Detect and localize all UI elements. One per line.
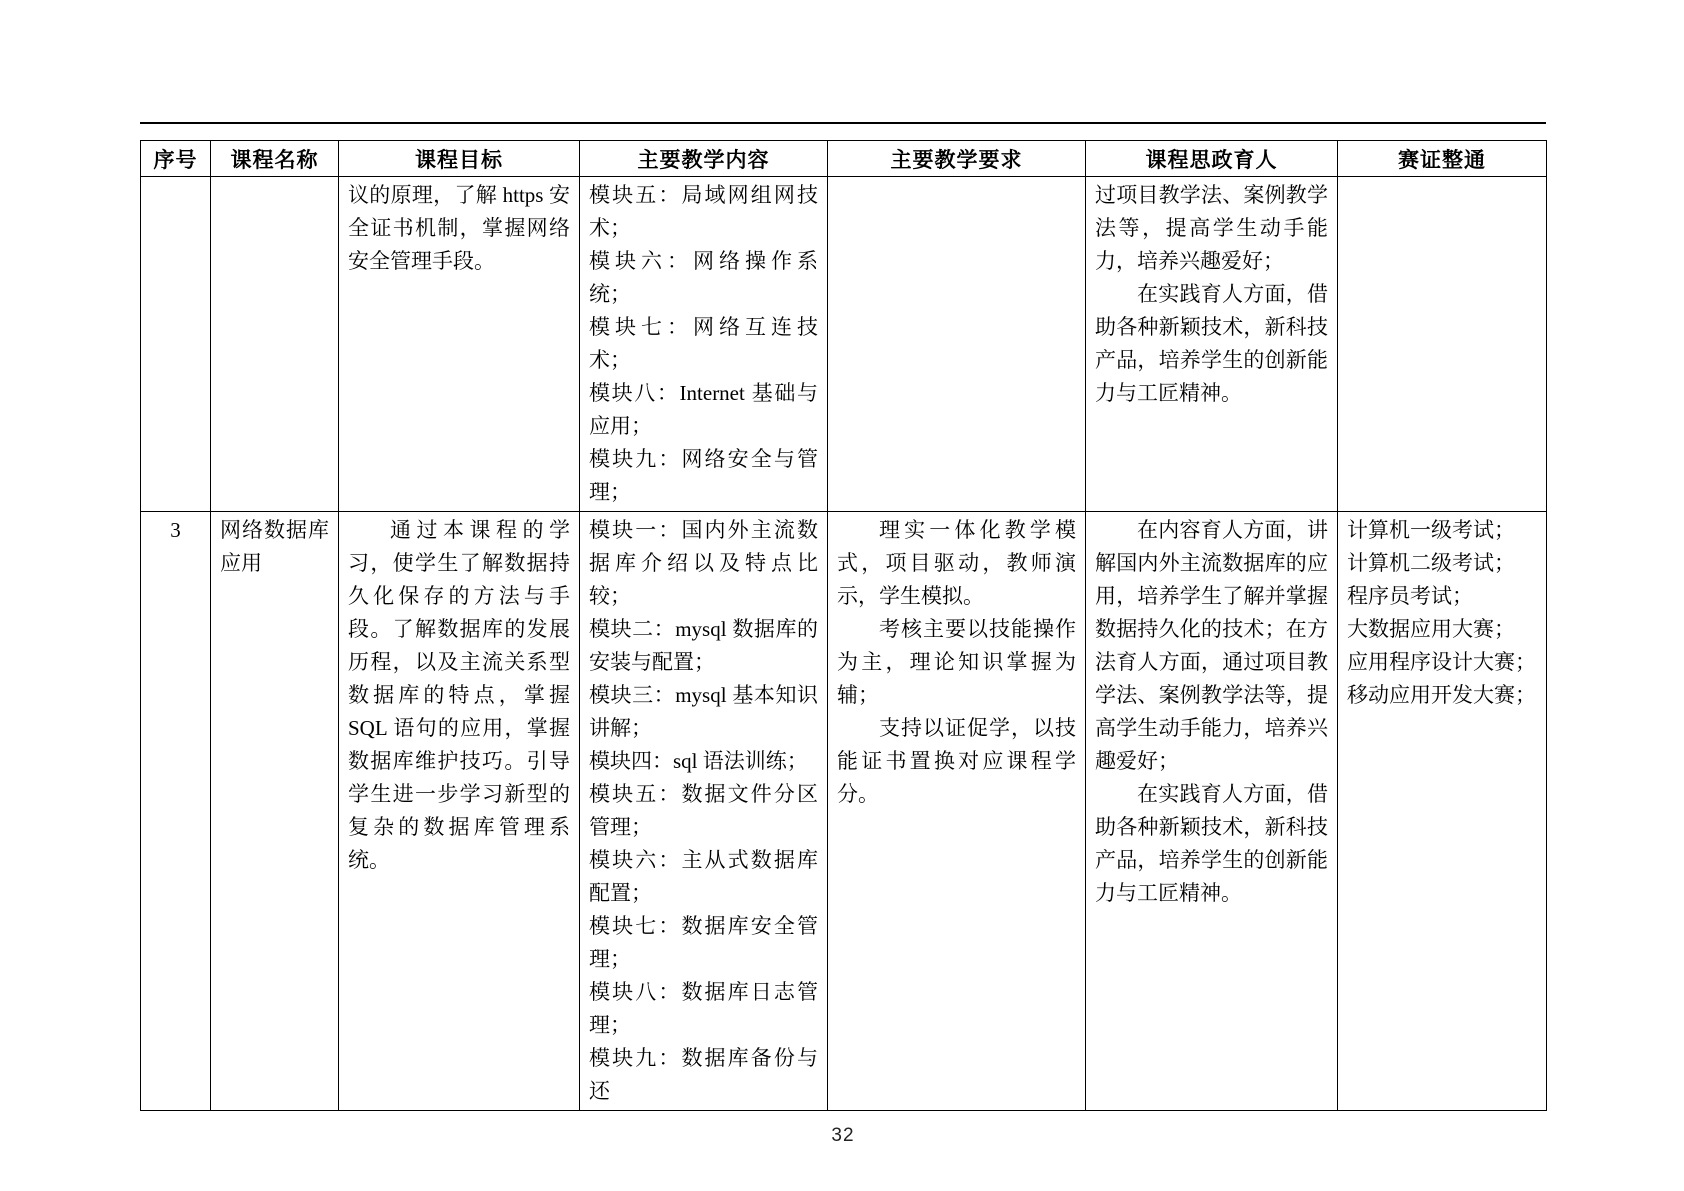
paragraph: 程序员考试； — [1347, 584, 1473, 608]
paragraph: 在内容育人方面，讲解国内外主流数据库的应用，培养学生了解并掌握数据持久化的技术；在方法育人方面，通过项目教学法、案例教学法等，提高学生动手能力，培养兴趣爱好； — [1095, 518, 1328, 773]
paragraph: 在实践育人方面，借助各种新颖技术，新科技产品，培养学生的创新能力与工匠精神。 — [1095, 782, 1328, 905]
cell-objectives — [339, 177, 580, 512]
paragraph: 模块七：数据库安全管理； — [589, 914, 818, 971]
paragraph: 模块八：Internet 基础与应用； — [589, 381, 818, 438]
paragraph: 在实践育人方面，借助各种新颖技术，新科技产品，培养学生的创新能力与工匠精神。 — [1095, 282, 1328, 405]
cell-certs — [1338, 177, 1547, 512]
paragraph: 大数据应用大赛； — [1347, 617, 1515, 641]
paragraph: 模块六：网络操作系统； — [589, 249, 818, 306]
paragraph: 理实一体化教学模式，项目驱动，教师演示，学生模拟。 — [837, 518, 1076, 608]
paragraph: 计算机二级考试； — [1347, 551, 1515, 575]
cell-certs — [1338, 512, 1547, 1111]
column-header-requirements: 主要教学要求 — [828, 141, 1086, 177]
cell-requirements — [828, 512, 1086, 1111]
paragraph: 议的原理，了解 https 安全证书机制，掌握网络安全管理手段。 — [348, 183, 570, 273]
course-table — [140, 140, 1547, 1111]
paragraph: 模块九：数据库备份与还 — [589, 1046, 818, 1103]
paragraph: 模块一：国内外主流数据库介绍以及特点比较； — [589, 518, 818, 608]
cell-content — [580, 512, 828, 1111]
document-page — [140, 0, 1546, 1147]
column-header-no: 序号 — [141, 141, 211, 177]
paragraph: 过项目教学法、案例教学法等，提高学生动手能力，培养兴趣爱好； — [1095, 183, 1328, 273]
cell-ideology — [1086, 177, 1338, 512]
page-number: 32 — [831, 1125, 855, 1146]
column-header-ideology: 课程思政育人 — [1086, 141, 1338, 177]
paragraph: 模块七：网络互连技术； — [589, 315, 818, 372]
cell-no: 3 — [141, 512, 211, 1111]
paragraph: 通过本课程的学习，使学生了解数据持久化保存的方法与手段。了解数据库的发展历程，以及主流关系型数据库的特点，掌握 SQL 语句的应用，掌握数据库维护技巧。引导学生进一步学习新型的复杂的数据库管理系统。 — [348, 518, 570, 872]
column-header-certs: 赛证整通 — [1338, 141, 1547, 177]
cell-objectives — [339, 512, 580, 1111]
paragraph: 模块五：局域网组网技术； — [589, 183, 818, 240]
paragraph: 应用程序设计大赛； — [1347, 650, 1536, 674]
cell-ideology — [1086, 512, 1338, 1111]
cell-content — [580, 177, 828, 512]
paragraph: 模块八：数据库日志管理； — [589, 980, 818, 1037]
paragraph: 网络数据库应用 — [220, 518, 329, 575]
header-rule — [140, 122, 1546, 124]
paragraph: 支持以证促学，以技能证书置换对应课程学分。 — [837, 716, 1076, 806]
table-row — [141, 512, 1547, 1111]
table-row — [141, 177, 1547, 512]
paragraph: 模块九：网络安全与管理； — [589, 447, 818, 504]
paragraph: 模块三：mysql 基本知识讲解； — [589, 683, 818, 740]
column-header-content: 主要教学内容 — [580, 141, 828, 177]
column-header-course-name: 课程名称 — [211, 141, 339, 177]
paragraph: 模块五：数据文件分区管理； — [589, 782, 818, 839]
cell-requirements — [828, 177, 1086, 512]
cell-no — [141, 177, 211, 512]
paragraph: 移动应用开发大赛； — [1347, 683, 1536, 707]
paragraph: 模块四：sql 语法训练； — [589, 749, 808, 773]
paragraph: 模块六：主从式数据库配置； — [589, 848, 818, 905]
table-header-row — [141, 141, 1547, 177]
course-table-body — [141, 177, 1547, 1111]
paragraph: 模块二：mysql 数据库的安装与配置； — [589, 617, 818, 674]
cell-course-name — [211, 177, 339, 512]
paragraph: 考核主要以技能操作为主，理论知识掌握为辅； — [837, 617, 1076, 707]
cell-course-name — [211, 512, 339, 1111]
paragraph: 计算机一级考试； — [1347, 518, 1515, 542]
column-header-objectives: 课程目标 — [339, 141, 580, 177]
